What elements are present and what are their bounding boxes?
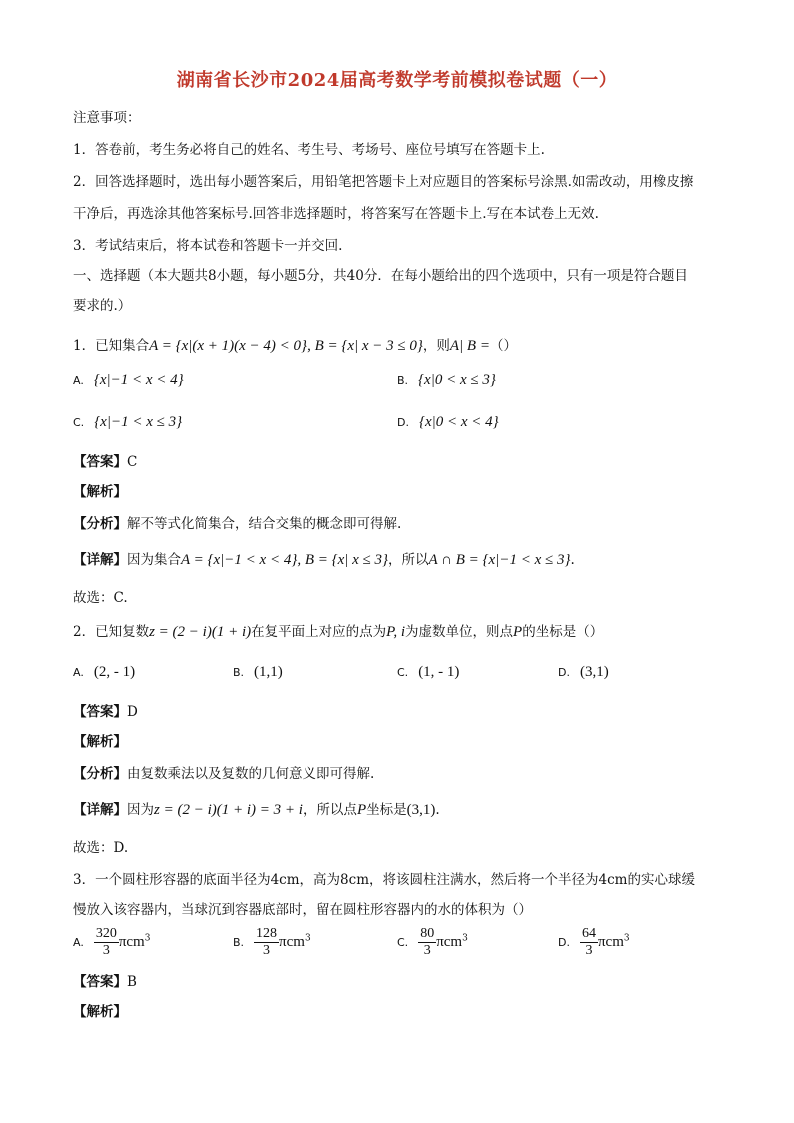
section-heading-cont: 要求的.） [73,298,132,314]
notice-item-2: 2．回答选择题时，选出每小题答案后，用铅笔把答题卡上对应题目的答案标号涂黑.如需改动，用橡皮擦 [73,174,694,190]
notice-item-3: 3．考试结束后，将本试卷和答题卡一并交回. [73,238,343,254]
q1-detail: 【详解】因为集合A = {x|−1 < x < 4}, B = {x| x ≤ 3}，所以A ∩ B = {x|−1 < x ≤ 3}. [73,552,575,568]
q2-option-d: D. (3,1) [558,664,609,680]
q1-option-b: B. {x|0 < x ≤ 3} [397,372,496,388]
q3-option-b: B. $\frac{128}{3}$ πcm$^3$ [233,926,311,958]
q3-option-c: C. $\frac{80}{3}$ πcm$^3$ [397,926,468,958]
notice-item-2-cont: 干净后，再选涂其他答案标号.回答非选择题时，将答案写在答题卡上.写在本试卷上无效. [73,206,599,222]
q1-option-c: C. {x|−1 < x ≤ 3} [73,414,183,430]
q1-stem-mid: ，则 [422,338,450,354]
section-heading: 一、选择题（本大题共8小题，每小题5分，共40分．在每小题给出的四个选项中，只有一项是符合题目 [73,268,688,284]
q2-analysis-label: 【解析】 [73,734,127,750]
q1-stem-prefix: 1．已知集合 [73,338,150,354]
q1-stem: 1．已知集合A = {x|(x + 1)(x − 4) < 0}, B = {x| x − 3 ≤ 0}，则A| B =（） [73,338,517,354]
q3-stem-line2: 慢放入该容器内，当球沉到容器底部时，留在圆柱形容器内的水的体积为（） [73,902,532,918]
q1-ab: A| B = [449,338,490,354]
notice-heading: 注意事项： [73,110,141,126]
q3-option-a: A. $\frac{320}{3}$ πcm$^3$ [73,926,151,958]
notice-item-1: 1．答卷前，考生务必将自己的姓名、考生号、考场号、座位号填写在答题卡上. [73,142,545,158]
q1-analysis-label: 【解析】 [73,484,127,500]
q3-analysis-label: 【解析】 [73,1004,127,1020]
q1-set-a: A = {x|(x + 1)(x − 4) < 0} [149,338,308,354]
q1-option-a: A. {x|−1 < x < 4} [73,372,184,388]
q2-detail: 【详解】因为z = (2 − i)(1 + i) = 3 + i，所以点P坐标是(3,1). [73,802,440,818]
q1-fenxi: 【分析】解不等式化简集合，结合交集的概念即可得解. [73,516,402,532]
page-title: 湖南省长沙市2024届高考数学考前模拟卷试题（一） [176,70,618,91]
q2-option-a: A. (2, - 1) [73,664,136,680]
q1-answer: 【答案】C [73,454,138,470]
q3-stem-line1: 3．一个圆柱形容器的底面半径为4cm，高为8cm，将该圆柱注满水，然后将一个半径为4cm的实心球缓 [73,872,695,888]
q1-blank: （） [489,338,517,354]
q2-option-b: B. (1,1) [233,664,283,680]
q1-choice: 故选：C. [73,590,128,606]
q2-option-c: C. (1, - 1) [397,664,460,680]
q2-stem: 2．已知复数z = (2 − i)(1 + i)在复平面上对应的点为P, i为虚数单位，则点P的坐标是（） [73,624,604,640]
q2-fenxi: 【分析】由复数乘法以及复数的几何意义即可得解. [73,766,375,782]
q1-option-d: D. {x|0 < x < 4} [397,414,499,430]
q2-answer: 【答案】D [73,704,138,720]
q3-option-d: D. $\frac{64}{3}$ πcm$^3$ [558,926,630,958]
q3-answer: 【答案】B [73,974,137,990]
q1-set-b: B = {x| x − 3 ≤ 0} [314,338,423,354]
q2-choice: 故选：D. [73,840,129,856]
